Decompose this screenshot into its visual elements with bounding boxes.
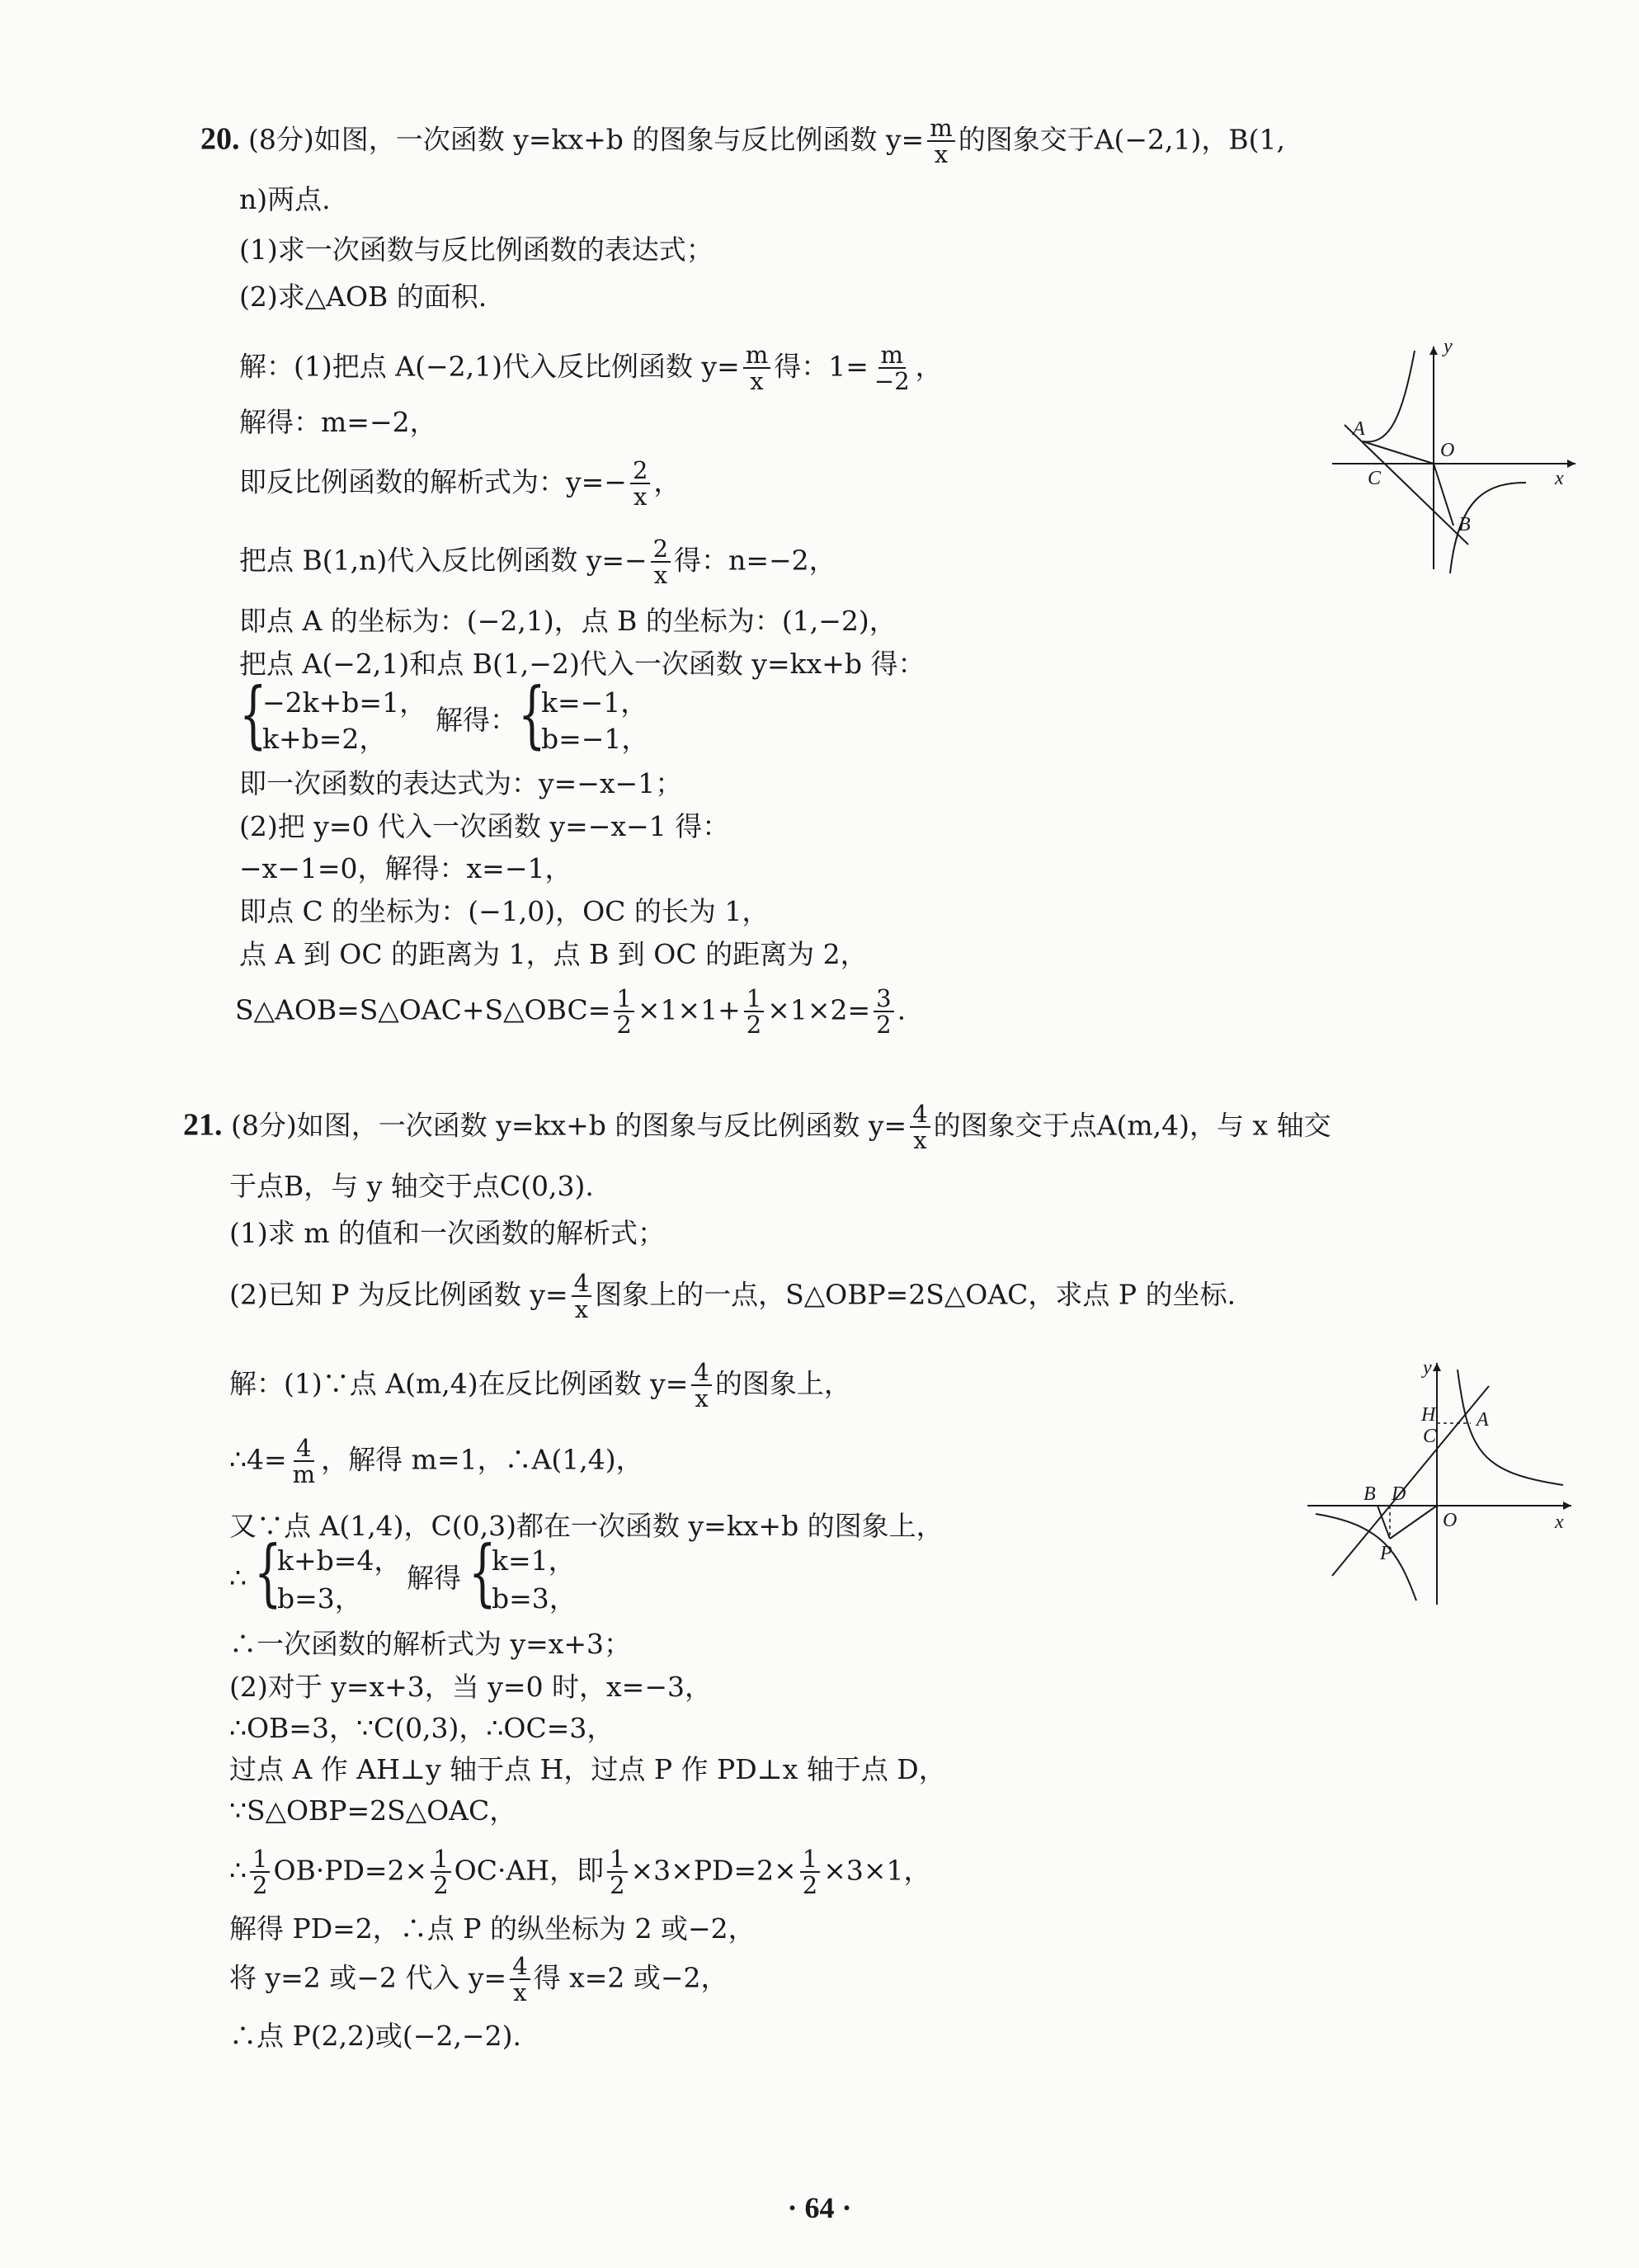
q21-stem-text-a: (8分)如图，一次函数 y=kx+b 的图象与反比例函数 y= bbox=[231, 1109, 907, 1142]
q21-stem-fraction: $\frac{4}{x}$ bbox=[910, 1101, 930, 1153]
q21-stem-text-b: 的图象交于点A(m,4)，与 x 轴交 bbox=[933, 1109, 1331, 1142]
x-axis-arrow-icon bbox=[1567, 460, 1575, 468]
label-C: C bbox=[1423, 1426, 1437, 1447]
label-A: A bbox=[1353, 418, 1365, 440]
q20-stem-text-a: (8分)如图，一次函数 y=kx+b 的图象与反比例函数 y= bbox=[248, 123, 925, 156]
label-D: D bbox=[1392, 1483, 1406, 1505]
hyperbola-branch-upper-left bbox=[1363, 351, 1415, 441]
q21-system-sol2: b=3， bbox=[492, 1582, 577, 1615]
y-axis-arrow-icon bbox=[1429, 347, 1438, 355]
hyperbola-branch-third-quadrant bbox=[1316, 1514, 1416, 1601]
q21-sol-line3: 又∵点 A(1,4)，C(0,3)都在一次函数 y=kx+b 的图象上， bbox=[229, 1510, 944, 1542]
q20-sol-line11: 点 A 到 OC 的距离为 1，点 B 到 OC 的距离为 2， bbox=[239, 938, 868, 970]
q20-stem-line2: n)两点. bbox=[239, 183, 331, 215]
segment-OB bbox=[1434, 464, 1453, 526]
q21-sol-line12: ∴点 P(2,2)或(−2,−2). bbox=[229, 2020, 521, 2052]
label-H: H bbox=[1421, 1404, 1436, 1426]
label-O: O bbox=[1440, 440, 1455, 461]
y-axis-arrow-icon bbox=[1433, 1363, 1441, 1371]
label-O: O bbox=[1443, 1510, 1458, 1531]
q20-sol-line12: S△AOB=S△OAC+S△OBC= $\frac{1}{2}$ ×1×1+ $\frac{1}{2}$ ×1×2= $\frac{3}{2}$ . bbox=[235, 984, 907, 1040]
label-A: A bbox=[1477, 1409, 1489, 1431]
label-B: B bbox=[1458, 514, 1471, 535]
q20-sol-line10: 即点 C 的坐标为：(−1,0)，OC 的长为 1， bbox=[239, 895, 770, 927]
q20-system-eq2: k+b=2， bbox=[262, 723, 387, 755]
q21-figure bbox=[1299, 1353, 1580, 1617]
q20-sol-line9: −x−1=0，解得：x=−1， bbox=[239, 852, 572, 884]
q21-system-eq1: k+b=4， bbox=[277, 1544, 402, 1577]
hyperbola-branch-first-quadrant bbox=[1458, 1370, 1563, 1485]
q21-system-brace-left: { bbox=[254, 1530, 282, 1615]
q20-part1: (1)求一次函数与反比例函数的表达式； bbox=[239, 233, 714, 266]
page-number: · 64 · bbox=[787, 2191, 852, 2224]
label-x: x bbox=[1555, 468, 1564, 489]
q21-sol-line11: 将 y=2 或−2 代入 y= $\frac{4}{x}$ 得 x=2 或−2， bbox=[229, 1952, 728, 2007]
label-C: C bbox=[1368, 468, 1382, 489]
q21-sol-line4: ∴一次函数的解析式为 y=x+3； bbox=[229, 1628, 632, 1660]
q20-system-eq1: −2k+b=1， bbox=[262, 686, 427, 719]
q20-sol-line6: 把点 A(−2,1)和点 B(1,−2)代入一次函数 y=kx+b 得： bbox=[239, 648, 925, 680]
q21-sol-line2: ∴4= $\frac{4}{m}$ ，解得 m=1，∴A(1,4)， bbox=[229, 1434, 643, 1489]
q20-sol-line5: 即点 A 的坐标为：(−2,1)，点 B 的坐标为：(1,−2)， bbox=[239, 605, 897, 637]
q21-sol-line7: 过点 A 作 AH⊥y 轴于点 H，过点 P 作 PD⊥x 轴于点 D， bbox=[229, 1753, 946, 1785]
q21-part1: (1)求 m 的值和一次函数的解析式； bbox=[229, 1217, 666, 1249]
q21-system-solve-label: 解得 bbox=[407, 1562, 461, 1594]
q20-stem-text-b: 的图象交于A(−2,1)，B(1, bbox=[958, 123, 1286, 156]
segment-BP bbox=[1378, 1506, 1390, 1539]
q21-sol-line1: 解：(1)∵点 A(m,4)在反比例函数 y= $\frac{4}{x}$ 的图象上， bbox=[229, 1358, 851, 1413]
q21-sol-line5: (2)对于 y=x+3，当 y=0 时，x=−3， bbox=[229, 1671, 712, 1703]
q20-sol-line1: 解：(1)把点 A(−2,1)代入反比例函数 y= $\frac{m}{x}$ 得：1= $\frac{m}{-2}$ ， bbox=[239, 341, 943, 396]
q21-number: 21. bbox=[183, 1107, 223, 1143]
q20-system-sol1: k=−1， bbox=[541, 686, 648, 719]
q20-system-brace-right: { bbox=[518, 672, 546, 757]
q21-system-therefore: ∴ bbox=[229, 1562, 247, 1594]
q20-system-solve-label: 解得： bbox=[436, 704, 517, 736]
q21-part2: (2)已知 P 为反比例函数 y= $\frac{4}{x}$ 图象上的一点，S△OBP=2S△OAC，求点 P 的坐标. bbox=[229, 1269, 1236, 1324]
q20-system-brace-left: { bbox=[239, 672, 267, 757]
label-x: x bbox=[1555, 1511, 1564, 1533]
q20-sol-line2: 解得：m=−2， bbox=[239, 406, 437, 438]
q20-sol-line8: (2)把 y=0 代入一次函数 y=−x−1 得： bbox=[239, 810, 730, 842]
q21-stem-line2: 于点B，与 y 轴交于点C(0,3). bbox=[229, 1170, 594, 1202]
q20-part2: (2)求△AOB 的面积. bbox=[239, 281, 487, 313]
q21-sol-line10: 解得 PD=2，∴点 P 的纵坐标为 2 或−2， bbox=[229, 1912, 756, 1945]
q21-system-sol1: k=1， bbox=[492, 1544, 576, 1577]
label-y: y bbox=[1444, 336, 1453, 357]
q21-sol-line6: ∴OB=3，∵C(0,3)，∴OC=3， bbox=[229, 1712, 615, 1744]
q20-sol-line4: 把点 B(1,n)代入反比例函数 y=− $\frac{2}{x}$ 得：n=−2， bbox=[239, 535, 836, 590]
q21-sol-line8: ∵S△OBP=2S△OAC， bbox=[229, 1794, 517, 1827]
q20-number: 20. bbox=[200, 121, 240, 157]
q20-sol-line7: 即一次函数的表达式为：y=−x−1； bbox=[239, 767, 683, 799]
q21-system-eq2: b=3， bbox=[277, 1582, 362, 1615]
q21-sol-line9: ∴ $\frac{1}{2}$ OB·PD=2× $\frac{1}{2}$ OC·AH，即 $\frac{1}{2}$ ×3×PD=2× $\frac{1}{2}$ ×3×1， bbox=[229, 1845, 931, 1900]
line-y-equals-x-plus-3 bbox=[1332, 1386, 1489, 1576]
label-P: P bbox=[1380, 1543, 1392, 1564]
q20-figure bbox=[1320, 334, 1584, 582]
q20-stem-line1 bbox=[200, 116, 1285, 167]
q20-system-sol2: b=−1， bbox=[541, 723, 649, 755]
label-B: B bbox=[1363, 1483, 1376, 1505]
label-y: y bbox=[1423, 1357, 1432, 1379]
segment-PO bbox=[1390, 1506, 1437, 1539]
q21-stem-line1 bbox=[183, 1101, 1331, 1153]
x-axis-arrow-icon bbox=[1563, 1502, 1571, 1510]
q20-stem-fraction: $\frac{m}{x}$ bbox=[927, 116, 955, 167]
q21-system-brace-right: { bbox=[469, 1530, 497, 1615]
q20-sol-line3: 即反比例函数的解析式为：y=− $\frac{2}{x}$ ， bbox=[239, 456, 681, 512]
